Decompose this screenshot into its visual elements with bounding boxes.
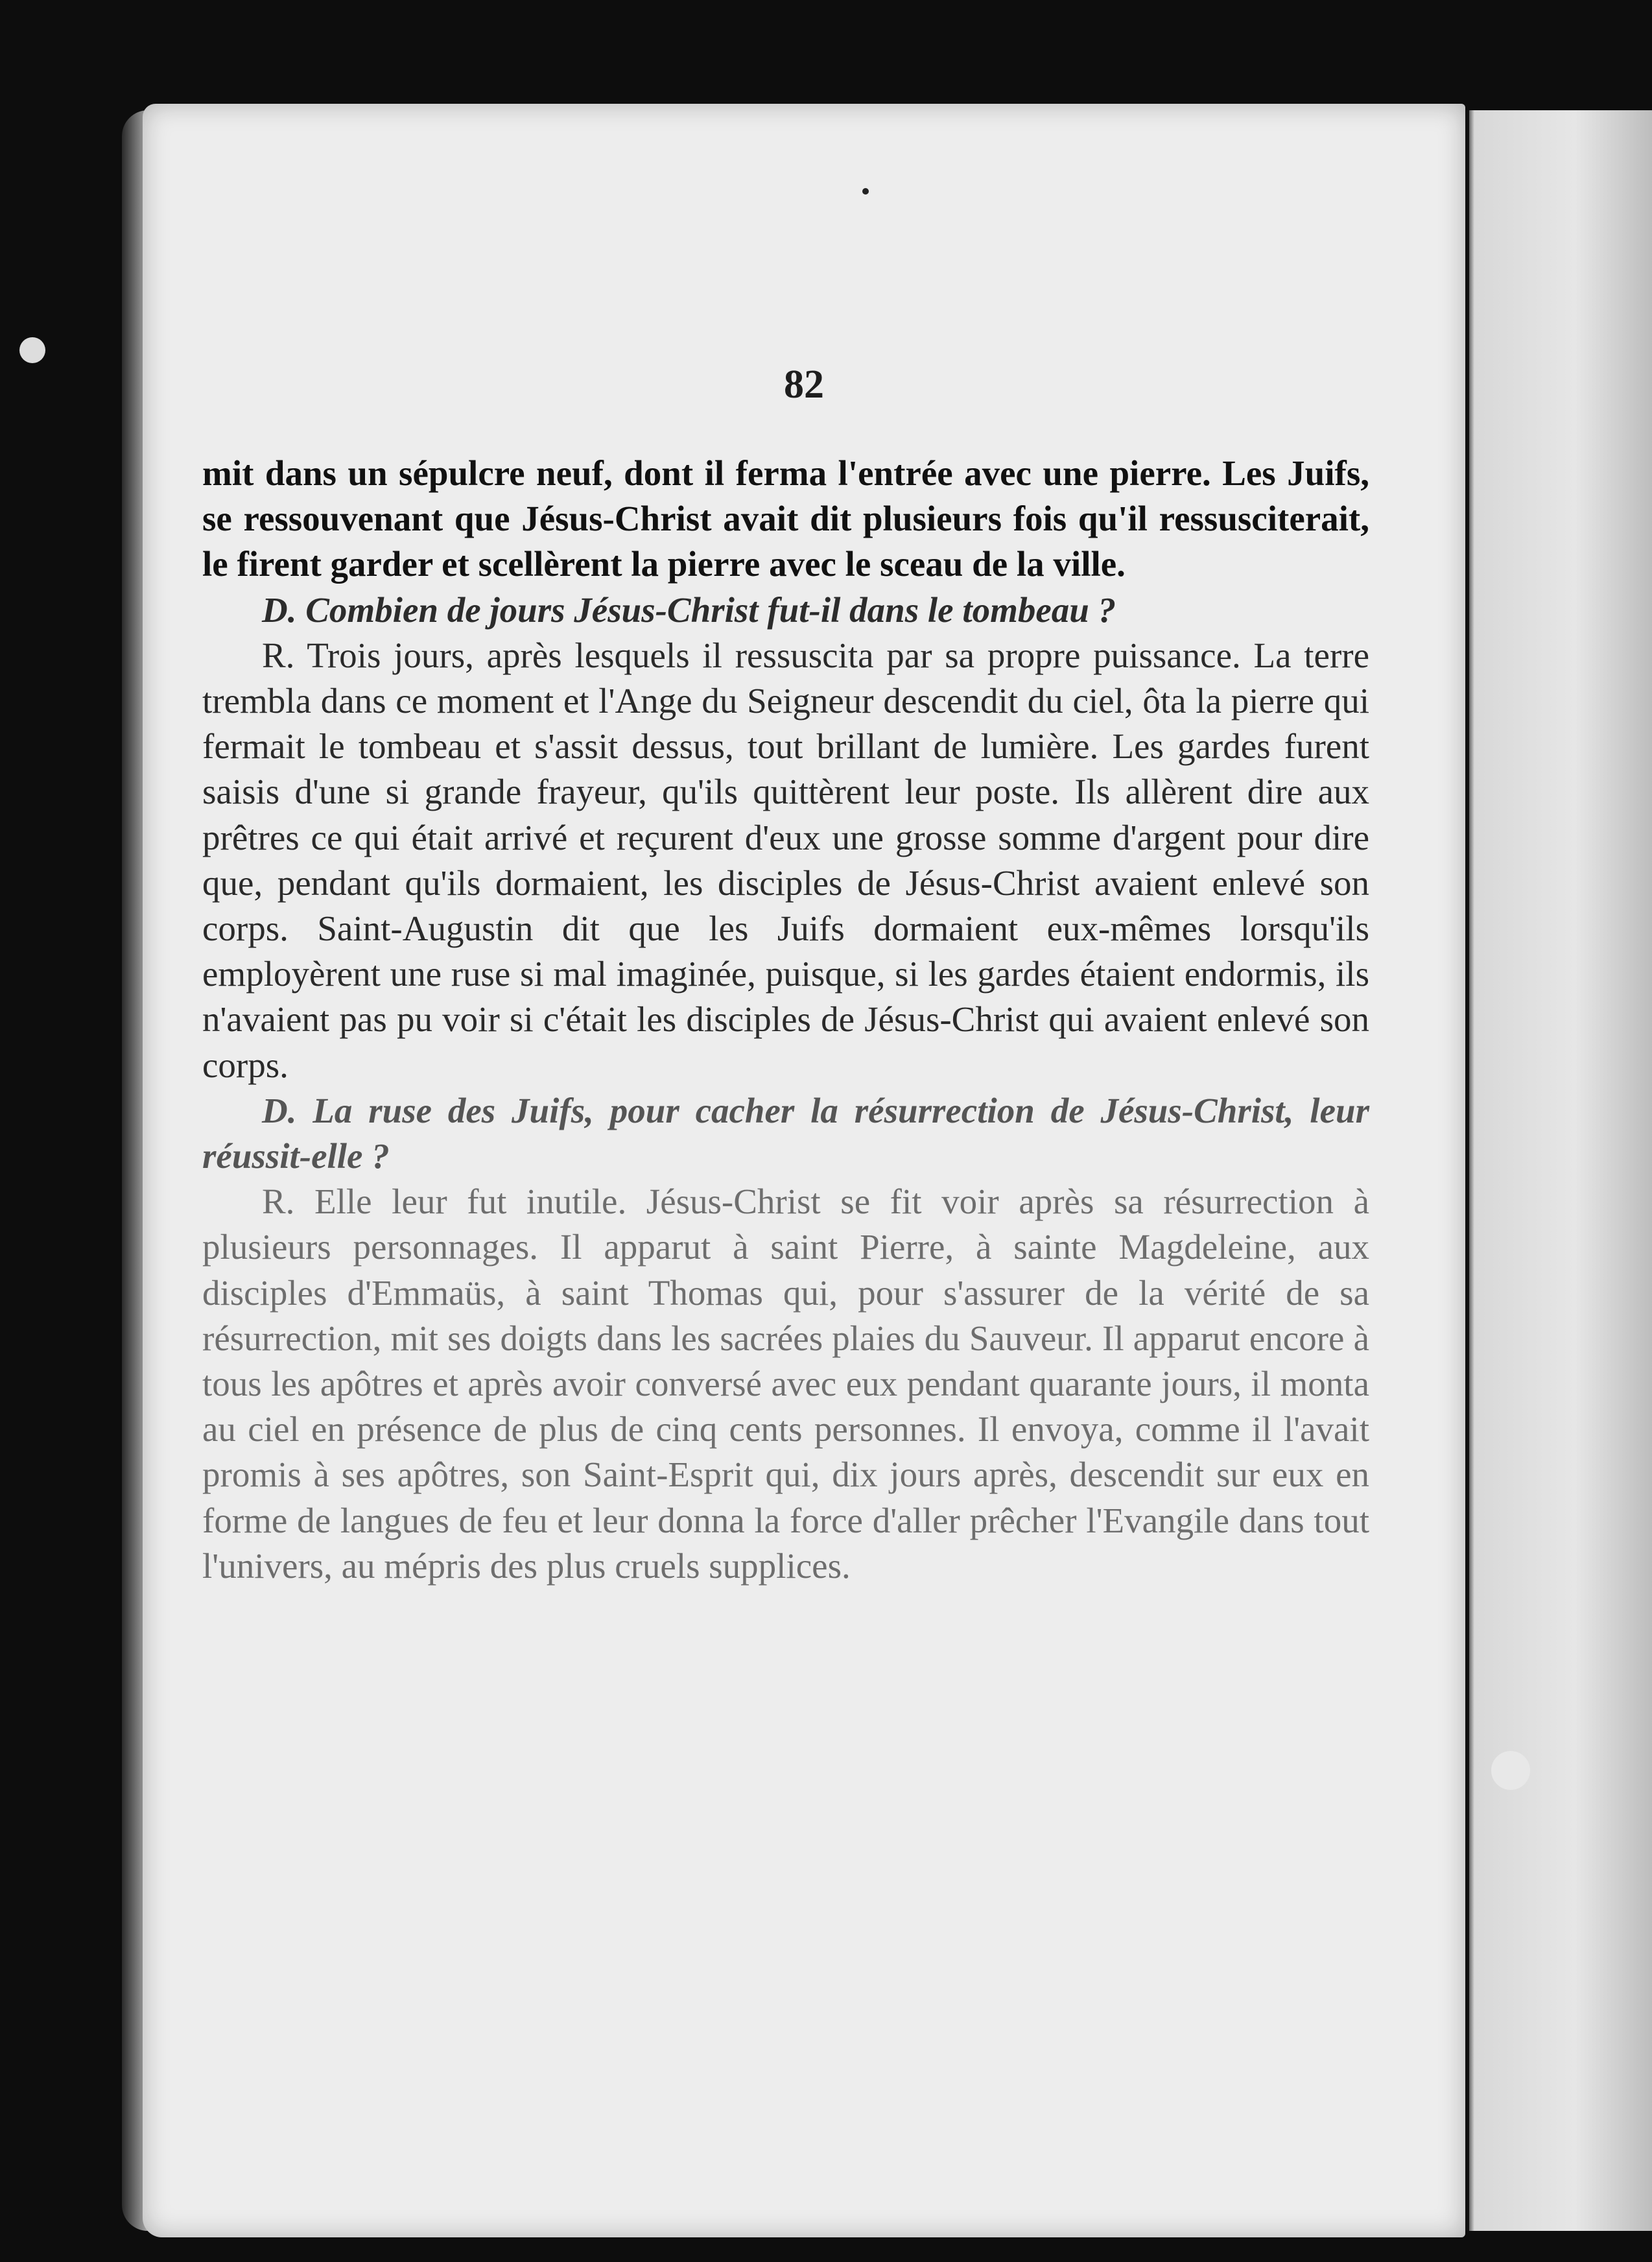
answer-ruse: R. Elle leur fut inutile. Jésus-Christ se fit voir après sa résurrection à plusieurs personnages. Il apparut à saint Pierre, à sainte Magdeleine, aux disciples d'Emmaüs, à saint Thomas qui, pour s'assurer de la vérité de sa résurrection, mit ses doigts dans les sacrées plaies du Sauveur. Il apparut encore à tous les apôtres et après avoir conversé avec eux pendant quarante jours, il monta au ciel en présence de plus de cinq cents personnes. Il envoya, comme il l'avait promis à ses apôtres, son Saint-Esprit qui, dix jours après, descendit sur eux en forme de langues de feu et leur donna la force d'aller prêcher l'Evangile dans tout l'univers, au mépris des plus cruels supplices. — [202, 1182, 1369, 1586]
question-tomb: D. Combien de jours Jésus-Christ fut-il dans le tombeau ? — [262, 589, 1116, 630]
ink-speck — [862, 188, 869, 195]
ink-speck — [1491, 1751, 1530, 1790]
paragraph-continuation: mit dans un sépulcre neuf, dont il ferma l'entrée avec une pierre. Les Juifs, se ressouvenant que Jésus-Christ avait dit plusieurs fois qu'il ressusciterait, le firent garder et scellèrent la pierre avec le sceau de la ville. — [202, 453, 1369, 584]
book-page — [143, 104, 1465, 2237]
answer-tomb: R. Trois jours, après lesquels il ressuscita par sa propre puissance. La terre trembla dans ce moment et l'Ange du Seigneur descendit du ciel, ôta la pierre qui fermait le tombeau et s'assit dessus, tout brillant de lumière. Les gardes furent saisis d'une si grande frayeur, qu'ils quittèrent leur poste. Ils allèrent dire aux prêtres ce qui était arrivé et reçurent d'eux une grosse somme d'argent pour dire que, pendant qu'ils dormaient, les disciples de Jésus-Christ avaient enlevé son corps. Saint-Augustin dit que les Juifs dormaient eux-mêmes lorsqu'ils employèrent une ruse si mal imaginée, puisque, si les gardes étaient endormis, ils n'avaient pas pu voir si c'était les disciples de Jésus-Christ qui avaient enlevé son corps. — [202, 635, 1369, 1085]
ink-speck — [19, 337, 45, 363]
page-number: 82 — [784, 363, 824, 407]
question-ruse: D. La ruse des Juifs, pour cacher la résurrection de Jésus-Christ, leur réussit-elle ? — [202, 1090, 1369, 1176]
page-text — [202, 451, 1369, 1589]
right-page-edge — [1460, 110, 1652, 2231]
